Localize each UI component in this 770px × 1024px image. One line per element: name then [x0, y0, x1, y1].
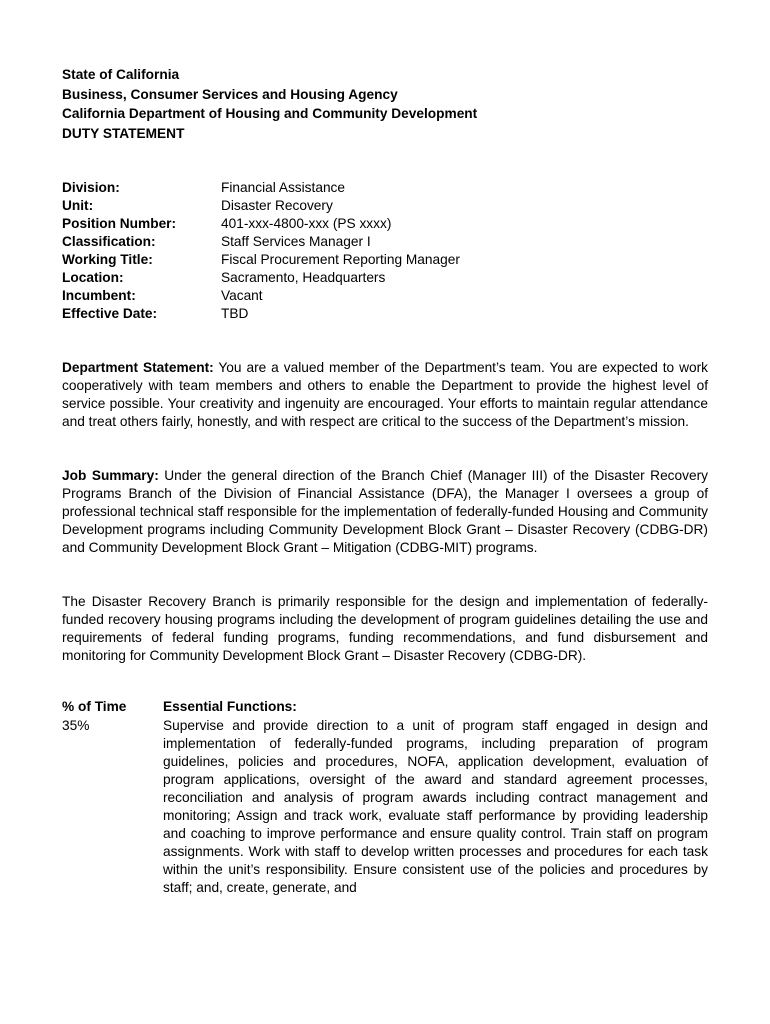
percent-time-header: % of Time: [62, 699, 127, 714]
document-header: [62, 65, 477, 143]
field-label: Incumbent:: [62, 288, 136, 303]
field-value: Staff Services Manager I: [221, 234, 371, 249]
field-row-effective-date: [62, 305, 460, 323]
function-description: Supervise and provide direction to a unit of program staff engaged in design and implementation of federally-funded programs, including preparation of program guidelines, policies and procedures, NOFA, application development, evaluation of program applications, oversight of the award and standard agreement processes, reconciliation and analysis of program awards including contract management and monitoring; Assign and track work, evaluate staff performance by providing leadership and coaching to improve performance and ensure quality control. Train staff on program assignments. Work with staff to develop written processes and procedures for each task within the unit’s responsibility. Ensure consistent use of the policies and procedures by staff; and, create, generate, and: [163, 718, 708, 895]
field-row-incumbent: [62, 287, 460, 305]
field-row-position-number: [62, 215, 460, 233]
field-value: 401-xxx-4800-xxx (PS xxxx): [221, 216, 392, 231]
field-row-division: [62, 179, 460, 197]
field-row-unit: [62, 197, 460, 215]
field-value: Vacant: [221, 288, 263, 303]
field-value: Disaster Recovery: [221, 198, 333, 213]
header-department: California Department of Housing and Community Development: [62, 106, 478, 121]
field-row-classification: [62, 233, 460, 251]
essential-functions-header: [62, 698, 708, 716]
department-statement-text: You are a valued member of the Department’s team. You are expected to work cooperatively with team members and others to enable the Department to provide the highest level of service possible. Your creativity and ingenuity are encouraged. Your efforts to maintain regular attendance and treat others fairly, honestly, and with respect are critical to the success of the Department’s mission.: [62, 360, 708, 429]
job-summary-label: Job Summary:: [62, 468, 159, 483]
position-fields: [62, 179, 460, 323]
header-title: DUTY STATEMENT: [62, 125, 185, 141]
field-value: Sacramento, Headquarters: [221, 270, 386, 285]
department-statement-label: Department Statement:: [62, 360, 214, 375]
field-value: Financial Assistance: [221, 180, 346, 195]
field-label: Classification:: [62, 234, 156, 249]
function-percent: 35%: [62, 718, 90, 733]
header-agency: Business, Consumer Services and Housing Agency: [62, 86, 398, 102]
field-label: Effective Date:: [62, 306, 158, 321]
branch-paragraph: The Disaster Recovery Branch is primarily responsible for the design and implementation of federally-funded recovery housing programs including the development of program guidelines detailing the use and requirements of federal funding programs, funding recommendations, and fund disbursement and monitoring for Community Development Block Grant – Disaster Recovery (CDBG-DR).: [62, 594, 708, 663]
department-statement: [62, 359, 708, 431]
field-label: Division:: [62, 180, 120, 195]
field-label: Location:: [62, 270, 124, 285]
field-label: Position Number:: [62, 216, 177, 231]
job-summary-text: Under the general direction of the Branch Chief (Manager III) of the Disaster Recovery Programs Branch of the Division of Financial Assistance (DFA), the Manager I oversees a group of professional technical staff responsible for the implementation of federally-funded Housing and Community Development programs including Community Development Block Grant – Disaster Recovery (CDBG-DR) and Community Development Block Grant – Mitigation (CDBG-MIT) programs.: [62, 468, 708, 555]
job-summary: [62, 467, 708, 557]
field-value: Fiscal Procurement Reporting Manager: [221, 252, 460, 267]
field-row-working-title: [62, 251, 460, 269]
header-state: State of California: [62, 67, 180, 82]
essential-functions-title: Essential Functions:: [163, 699, 297, 714]
field-row-location: [62, 269, 460, 287]
field-label: Unit:: [62, 198, 94, 213]
field-value: TBD: [221, 306, 249, 321]
field-label: Working Title:: [62, 252, 153, 267]
